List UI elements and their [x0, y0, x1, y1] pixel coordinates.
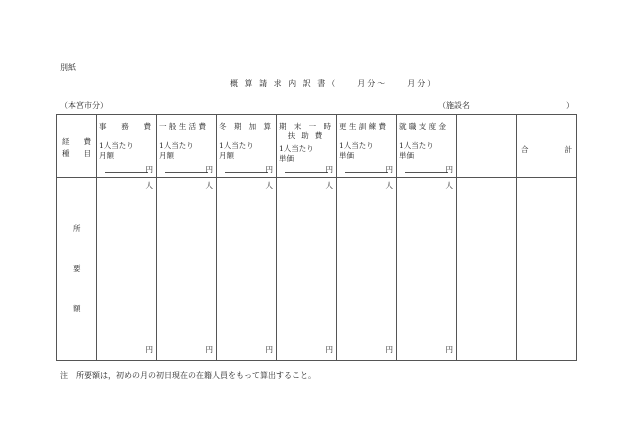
header-name: 一: [308, 122, 317, 131]
header-sub: 月額: [99, 151, 114, 160]
people-unit: 人: [385, 181, 393, 190]
row-label-char: 要: [73, 264, 81, 273]
header-name: 費: [143, 122, 151, 131]
header-jimuhi: [97, 115, 157, 178]
amount-blank-line: [285, 172, 328, 173]
header-sub: 単価: [399, 151, 414, 160]
amount-cell[interactable]: [157, 178, 217, 361]
amount-blank-line: [345, 172, 388, 173]
total-cell[interactable]: [517, 178, 577, 361]
header-sub: 月額: [219, 151, 234, 160]
header-sub: 1人当たり: [279, 144, 314, 153]
header-sub: 1人当たり: [99, 141, 134, 150]
header-sub: 1人当たり: [159, 141, 194, 150]
header-sub: 月額: [159, 151, 174, 160]
header-name: 更 生 訓 練 費: [339, 122, 387, 131]
row-label: [57, 178, 97, 361]
yen-unit: 円: [145, 344, 153, 354]
header-corner: [57, 115, 97, 178]
yen-unit: 円: [325, 344, 333, 354]
amount-cell-empty[interactable]: [457, 178, 517, 361]
header-name: 末: [293, 122, 302, 131]
people-unit: 人: [445, 181, 453, 190]
amount-cell[interactable]: [97, 178, 157, 361]
header-empty: [457, 115, 517, 178]
header-unit: 円: [205, 165, 213, 174]
municipality-label: （本宮市分）: [60, 101, 108, 110]
budget-table: [56, 114, 577, 361]
header-unit: 円: [325, 165, 333, 174]
header-sub: 1人当たり: [219, 141, 254, 150]
amount-cell[interactable]: [337, 178, 397, 361]
header-name: 期: [279, 122, 287, 131]
corner-text: 費: [83, 137, 91, 146]
corner-text: 目: [83, 149, 91, 158]
header-shushoku-shitakukin: [397, 115, 457, 178]
row-label-char: 所: [73, 224, 81, 233]
facility-label: （施設名 ）: [438, 101, 574, 110]
corner-text: 経: [62, 137, 70, 146]
header-sub: 単価: [279, 154, 294, 163]
header-name: 一 般 生 活 費: [159, 122, 207, 131]
people-unit: 人: [265, 181, 273, 190]
amount-blank-line: [105, 172, 148, 173]
header-total: [517, 115, 577, 178]
header-name: 冬: [219, 122, 227, 131]
header-name: 事: [99, 122, 107, 131]
header-unit: 円: [385, 165, 393, 174]
header-name: 時: [323, 122, 331, 131]
header-sub: 単価: [339, 151, 354, 160]
amount-blank-line: [165, 172, 208, 173]
yen-unit: 円: [265, 344, 273, 354]
header-kosei-kunrenhi: [337, 115, 397, 178]
header-unit: 円: [265, 165, 273, 174]
amount-cell[interactable]: [217, 178, 277, 361]
header-toki-kasan: [217, 115, 277, 178]
header-name: 加: [248, 122, 257, 131]
corner-text: 種: [62, 149, 70, 158]
people-unit: 人: [145, 181, 153, 190]
header-name: 就 職 支 度 金: [399, 122, 447, 131]
people-unit: 人: [205, 181, 213, 190]
header-sub: 1人当たり: [399, 141, 434, 150]
yen-unit: 円: [205, 344, 213, 354]
header-unit: 円: [445, 165, 453, 174]
doc-title: 概 算 請 求 内 訳 書（ 月分～ 月分）: [230, 79, 438, 88]
header-sub: 1人当たり: [339, 141, 374, 150]
footnote: 注 所要額は，初めの月の初日現在の在籍人員をもって算出すること。: [60, 371, 316, 380]
people-unit: 人: [325, 181, 333, 190]
amount-cell[interactable]: [397, 178, 457, 361]
amount-blank-line: [225, 172, 268, 173]
header-name: 期: [233, 122, 242, 131]
header-name: 務: [121, 122, 129, 131]
header-kimatsu-fujohi: [277, 115, 337, 178]
header-seikatsuhi: [157, 115, 217, 178]
header-name: 費: [314, 131, 323, 141]
yen-unit: 円: [385, 344, 393, 354]
header-name: 助: [301, 131, 309, 141]
row-label-char: 額: [73, 304, 81, 313]
amount-cell[interactable]: [277, 178, 337, 361]
yen-unit: 円: [445, 344, 453, 354]
doc-label: 別紙: [60, 63, 76, 72]
total-text: 合: [521, 145, 529, 154]
total-text: 計: [564, 145, 572, 154]
amount-blank-line: [405, 172, 448, 173]
header-name: 扶: [287, 131, 296, 141]
header-name: 算: [263, 122, 271, 131]
header-unit: 円: [145, 165, 153, 174]
